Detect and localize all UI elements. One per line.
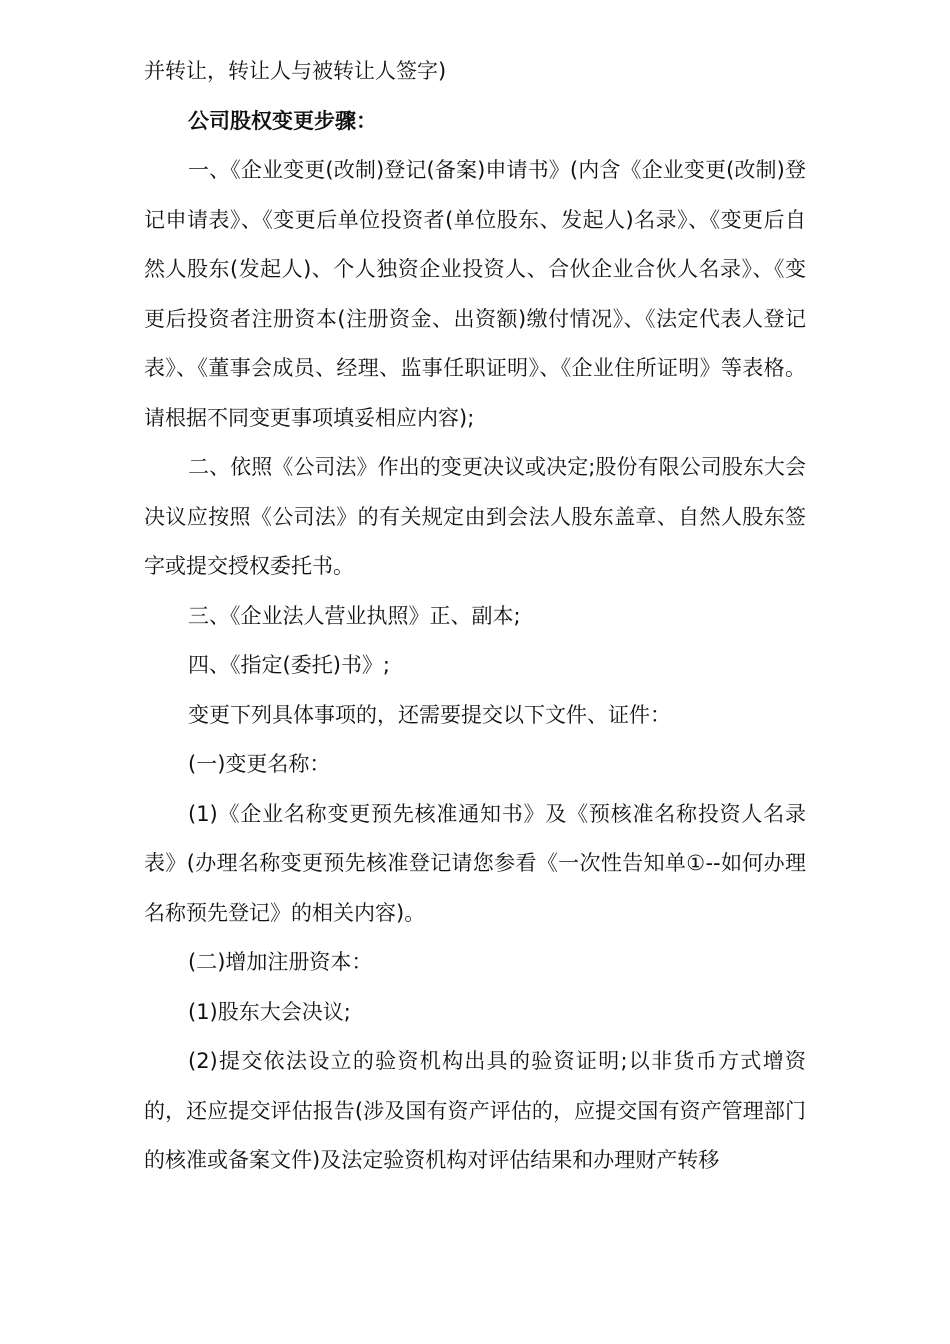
paragraph-step-3: 三、《企业法人营业执照》正、副本; — [188, 603, 521, 628]
section-heading: 公司股权变更步骤： — [188, 108, 377, 133]
paragraph-subheading-name-change: (一)变更名称： — [188, 752, 331, 776]
paragraph-intro-specific: 变更下列具体事项的，还需要提交以下文件、证件： — [188, 702, 671, 727]
paragraph-name-change-item-1: (1)《企业名称变更预先核准通知书》及《预核准名称投资人名录表》(办理名称变更预先核准登记请您参看《一次性告知单①--如何办理名称预先登记》的相关内容)。 — [144, 801, 806, 925]
paragraph-subheading-capital-increase: (二)增加注册资本： — [188, 950, 373, 974]
paragraph-capital-item-1: (1)股东大会决议; — [188, 999, 351, 1024]
paragraph-continuation: 并转让，转让人与被转让人签字) — [144, 59, 447, 83]
paragraph-capital-item-2: (2)提交依法设立的验资机构出具的验资证明;以非货币方式增资的，还应提交评估报告(涉及国有资产评估的，应提交国有资产管理部门的核准或备案文件)及法定验资机构对评估结果和办理财产转移 — [144, 1049, 806, 1172]
paragraph-step-2: 二、依照《公司法》作出的变更决议或决定;股份有限公司股东大会决议应按照《公司法》的有关规定由到会法人股东盖章、自然人股东签字或提交授权委托书。 — [144, 455, 806, 578]
paragraph-step-4: 四、《指定(委托)书》; — [188, 653, 390, 677]
paragraph-step-1: 一、《企业变更(改制)登记(备案)申请书》(内含《企业变更(改制)登记申请表》、《变更后单位投资者(单位股东、发起人)名录》、《变更后自然人股东(发起人)、个人独资企业投资人、合伙企业合伙人名录》、《变更后投资者注册资本(注册资金、出资额)缴付情况》、《法定代表人登记表》、《董事会成员、经理、监事任职证明》、《企业住所证明》等表格。请根据不同变更事项填妥相应内容); — [144, 158, 806, 430]
document-body — [144, 47, 806, 1186]
